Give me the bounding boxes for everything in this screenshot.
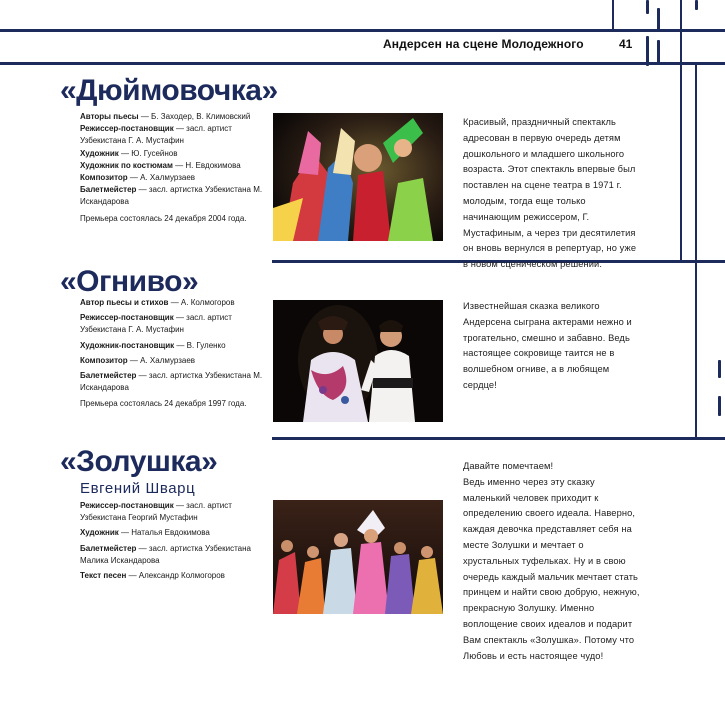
description-intro: Давайте помечтаем! xyxy=(463,461,554,471)
credit-line: Режиссер-постановщик — засл. артист Узбекистана Г. А. Мустафин xyxy=(80,124,232,146)
section-divider-2 xyxy=(272,437,725,440)
running-title: Андерсен на сцене Молодежного xyxy=(383,37,584,51)
premiere-date: Премьера состоялась 24 декабря 1997 года. xyxy=(80,399,247,409)
dash-mark xyxy=(718,360,721,378)
section-title: «Золушка» xyxy=(60,445,218,478)
performance-photo xyxy=(273,500,443,614)
credit-line: Художник — Ю. Гусейнов xyxy=(80,148,178,158)
vertical-rule-1 xyxy=(612,0,614,30)
credit-line: Художник — Наталья Евдокимова xyxy=(80,528,210,538)
description: Известнейшая сказка великого Андерсена сыграна актерами нежно и трогательно, смешно и забавно. Ведь настоящее сокровище таится не в волшебном огниве, а в любящем сердце! xyxy=(463,301,632,390)
credit-line: Режиссер-постановщик — засл. артист Узбекистана Георгий Мустафин xyxy=(80,501,232,523)
credit-line: Автор пьесы и стихов — А. Колмогоров xyxy=(80,298,235,307)
description: Ведь именно через эту сказку маленький человек приходит к определению своего идеала. Наверно, каждая девочка представляет себя на месте Золушки и мечтает о хрустальных туфельках. Ну и в свою очередь каждый мальчик мечтает стать принцем и найти свою добрую, нежную, прекрасную Золушку. Именно воплощение своих идеалов и подарит Вам спектакль «Золушка». Потому что Любовь и есть настоящее чудо! xyxy=(463,476,640,661)
dash-mark xyxy=(657,40,660,64)
author-subtitle: Евгений Шварц xyxy=(80,480,196,497)
credit-line: Режиссер-постановщик — засл. артист Узбекистана Г. А. Мустафин xyxy=(80,313,232,335)
dash-mark xyxy=(646,36,649,66)
performance-photo xyxy=(273,113,443,241)
section-title: «Дюймовочка» xyxy=(60,74,278,107)
dash-mark xyxy=(646,0,649,14)
credit-line: Текст песен — Александр Колмогоров xyxy=(80,571,225,581)
credit-line: Композитор — А. Халмурзаев xyxy=(80,355,196,365)
page-number: 41 xyxy=(619,37,633,51)
photo-illustration xyxy=(273,113,443,241)
photo-illustration xyxy=(273,500,443,614)
vertical-rule-2 xyxy=(680,0,682,262)
credits-list xyxy=(80,500,270,582)
credit-line: Авторы пьесы — Б. Заходер, В. Климовский xyxy=(80,112,251,121)
dash-mark xyxy=(695,0,698,10)
photo-illustration xyxy=(273,300,443,422)
description: Красивый, праздничный спектакль адресован в первую очередь детям дошкольного и младшего школьного возраста. Этот спектакль впервые был поставлен на сцене театра в 1971 г. молодым, тогда еще только начинающим режиссером, Г. Мустафиным, а через три десятилетия он вновь вернулся в репертуар, но уже в новом сценическом решении. xyxy=(463,117,637,270)
performance-photo xyxy=(273,300,443,422)
credit-line: Композитор — А. Халмурзаев xyxy=(80,173,196,183)
description-block xyxy=(463,459,641,664)
dash-mark xyxy=(657,8,660,30)
premiere-date: Премьера состоялась 24 декабря 2004 года. xyxy=(80,213,247,223)
credit-line: Балетмейстер — засл. артистка Узбекистана Малика Искандарова xyxy=(80,543,251,565)
credit-line: Балетмейстер — засл. артистка Узбекистана М. Искандарова xyxy=(80,371,263,393)
credits-list xyxy=(80,111,270,225)
vertical-rule-3 xyxy=(695,62,697,437)
section-title: «Огниво» xyxy=(60,265,199,298)
credit-line: Художник-постановщик — В. Гуленко xyxy=(80,340,226,350)
credit-line: Балетмейстер — засл. артистка Узбекистана М. Искандарова xyxy=(80,185,263,207)
credits-list xyxy=(80,297,270,411)
top-rule-upper xyxy=(0,29,725,32)
credit-line: Художник по костюмам — Н. Евдокимова xyxy=(80,160,241,170)
dash-mark xyxy=(718,396,721,416)
top-rule-lower xyxy=(0,62,725,65)
